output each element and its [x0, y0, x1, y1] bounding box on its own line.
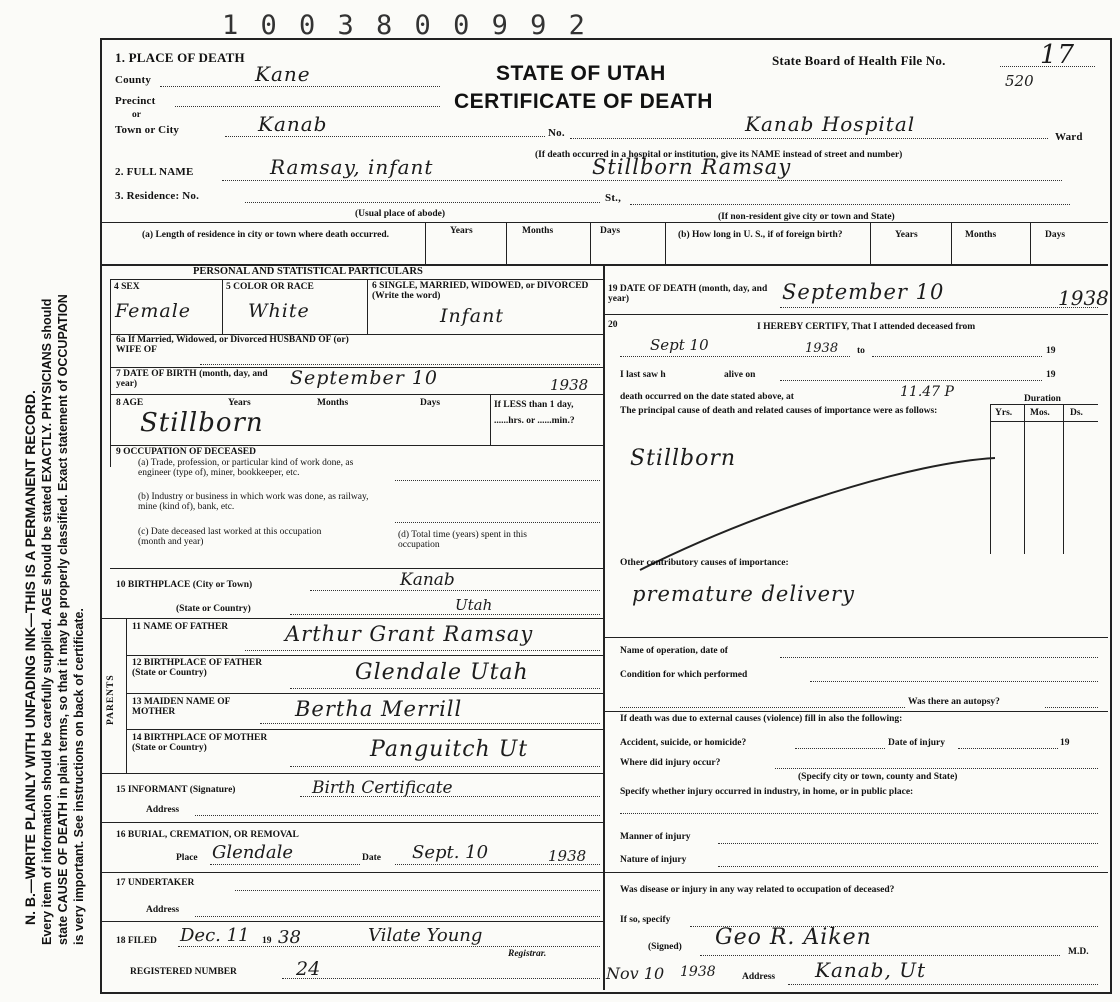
signed-label: (Signed)	[648, 942, 682, 952]
place-of-death-heading: 1. PLACE OF DEATH	[115, 50, 245, 65]
personal-heading: PERSONAL AND STATISTICAL PARTICULARS	[193, 266, 423, 277]
side-note-1: N. B.—WRITE PLAINLY WITH UNFADING INK—THIS IS A PERMANENT RECORD.	[22, 390, 38, 925]
burial-date-year: 1938	[548, 847, 587, 865]
registrar-signature: Vilate Young	[368, 925, 483, 946]
registered-number-label: REGISTERED NUMBER	[130, 967, 237, 977]
date-of-death-value: September 10	[782, 280, 945, 304]
file-number: 17	[1040, 40, 1076, 70]
title-certificate: CERTIFICATE OF DEATH	[454, 90, 713, 113]
file-number-sub: 520	[1005, 72, 1034, 90]
contributory-label: Other contributory causes of importance:	[620, 558, 789, 568]
attended-from-year: 1938	[805, 341, 839, 356]
usual-abode-note: (Usual place of abode)	[355, 209, 445, 219]
father-name-label: 11 NAME OF FATHER	[132, 622, 229, 632]
burial-place-label: Place	[176, 853, 198, 863]
manner-label: Manner of injury	[620, 832, 691, 842]
dob-year: 1938	[550, 376, 589, 394]
nature-label: Nature of injury	[620, 855, 687, 865]
physician-signature: Geo R. Aiken	[715, 925, 872, 950]
duration-days: Ds.	[1070, 408, 1083, 418]
registered-number: 24	[296, 958, 321, 980]
side-note-4: is very important. See instructions on back of certificate.	[72, 608, 86, 945]
occupation-a: (a) Trade, profession, or particular kind of work done, as engineer (type of), miner, bookkeeper, etc.	[138, 458, 354, 478]
alive-on-label: alive on	[724, 370, 756, 380]
attended-to-19: 19	[1046, 346, 1056, 356]
birthplace-label: 10 BIRTHPLACE (City or Town)	[116, 580, 253, 590]
signature-year: 1938	[680, 964, 716, 980]
father-birthplace-value: Glendale Utah	[355, 660, 529, 685]
side-note-2: Every item of information should be carefully supplied. AGE should be stated EXACTLY. PHYSICIANS should	[40, 298, 54, 945]
specify-city-note: (Specify city or town, county and State)	[798, 772, 958, 782]
attended-to-label: to	[857, 346, 865, 356]
death-occurred-label: death occurred on the date stated above, at	[620, 392, 794, 402]
title-state: STATE OF UTAH	[496, 62, 666, 85]
howlong-label: (b) How long in U. S., if of foreign birth?	[678, 230, 843, 240]
age-value: Stillborn	[140, 408, 264, 438]
registrar-label: Registrar.	[508, 949, 547, 959]
board-label: State Board of Health File No.	[772, 53, 946, 68]
duration-months: Mos.	[1030, 408, 1050, 418]
cause-value: Stillborn	[630, 446, 737, 471]
ward-label: Ward	[1055, 131, 1083, 143]
external-causes-label: If death was due to external causes (violence) fill in also the following:	[620, 714, 903, 724]
date-of-death-label: 19 DATE OF DEATH (month, day, and year)	[608, 284, 768, 304]
disease-related-label: Was disease or injury in any way related to occupation of deceased?	[620, 885, 895, 895]
father-name-value: Arthur Grant Ramsay	[285, 622, 534, 646]
condition-label: Condition for which performed	[620, 670, 748, 680]
state-country-label: (State or Country)	[176, 604, 251, 614]
date-of-death-year: 1938	[1058, 286, 1109, 310]
age-years: Years	[228, 398, 251, 408]
husband-label: 6a If Married, Widowed, or Divorced HUSBAND OF (or) WIFE OF	[116, 335, 349, 355]
occupation-d: (d) Total time (years) spent in this occupation	[398, 530, 527, 550]
nonresident-note: (If non-resident give city or town and State)	[718, 212, 895, 222]
mother-birthplace-label: 14 BIRTHPLACE OF MOTHER (State or Country)	[132, 733, 268, 753]
duration-years: Yrs.	[995, 408, 1013, 418]
autopsy-label: Was there an autopsy?	[908, 697, 1000, 707]
alive-on-19: 19	[1046, 370, 1056, 380]
age-label: 8 AGE	[116, 398, 144, 408]
informant-address-label: Address	[146, 805, 180, 815]
us-months: Months	[965, 230, 997, 240]
informant-value: Birth Certificate	[312, 778, 453, 798]
filed-date: Dec. 11	[180, 925, 250, 946]
us-days: Days	[1045, 230, 1066, 240]
color-label: 5 COLOR OR RACE	[226, 282, 314, 292]
or-label: or	[132, 110, 141, 120]
certify-number: 20	[608, 320, 618, 330]
hospital-value: Kanab Hospital	[745, 112, 916, 136]
hospital-note: (If death occurred in a hospital or institution, give its NAME instead of street and number)	[535, 150, 903, 160]
side-note-3: state CAUSE OF DEATH in plain terms, so that it may be properly classified. Exact statement of OCCUPATION	[56, 294, 70, 945]
signature-date: Nov 10	[606, 964, 665, 983]
res-days: Days	[600, 226, 621, 236]
occupation-c: (c) Date deceased last worked at this occupation (month and year)	[138, 527, 322, 547]
filed-year-prefix: 19	[262, 936, 272, 946]
certify-text: I HEREBY CERTIFY, That I attended deceased from	[757, 322, 976, 332]
date-of-injury-label: Date of injury	[888, 738, 945, 748]
burial-date-label: Date	[362, 853, 381, 863]
birthplace-value: Kanab	[400, 570, 455, 590]
st-label: St.,	[605, 192, 622, 204]
father-birthplace-label: 12 BIRTHPLACE OF FATHER (State or Country)	[132, 658, 263, 678]
contributory-value: premature delivery	[632, 582, 855, 606]
less-than-label: If LESS than 1 day, ......hrs. or ......min.?	[494, 400, 575, 426]
color-value: White	[248, 300, 310, 322]
county-label: County	[115, 74, 152, 86]
duration-label: Duration	[1024, 394, 1061, 404]
informant-label: 15 INFORMANT (Signature)	[116, 785, 236, 795]
birth-state-value: Utah	[455, 596, 493, 614]
undertaker-label: 17 UNDERTAKER	[116, 878, 195, 888]
parents-side-label: PARENTS	[106, 674, 116, 725]
burial-date-value: Sept. 10	[412, 842, 489, 863]
single-label: 6 SINGLE, MARRIED, WIDOWED, or DIVORCED (Write the word)	[372, 281, 589, 301]
mother-name-label: 13 MAIDEN NAME OF MOTHER	[132, 697, 231, 717]
length-residence-label: (a) Length of residence in city or town where death occurred.	[142, 230, 390, 240]
mother-birthplace-value: Panguitch Ut	[370, 737, 529, 762]
dob-label: 7 DATE OF BIRTH (month, day, and year)	[116, 369, 268, 389]
last-saw-label: I last saw h	[620, 370, 666, 380]
town-value: Kanab	[258, 112, 328, 136]
residence-label: 3. Residence: No.	[115, 190, 200, 202]
full-name-value-2: Stillborn Ramsay	[592, 155, 792, 179]
occupation-b: (b) Industry or business in which work was done, as railway, mine (kind of), bank, etc.	[138, 492, 369, 512]
res-years: Years	[450, 226, 473, 236]
accident-label: Accident, suicide, or homicide?	[620, 738, 747, 748]
time-of-death: 11.47 P	[900, 384, 954, 400]
town-label: Town or City	[115, 124, 180, 136]
single-value: Infant	[440, 305, 504, 327]
us-years: Years	[895, 230, 918, 240]
sex-value: Female	[115, 300, 192, 322]
specify-whether-label: Specify whether injury occurred in industry, in home, or in public place:	[620, 787, 914, 797]
full-name-label: 2. FULL NAME	[115, 166, 194, 178]
burial-label: 16 BURIAL, CREMATION, OR REMOVAL	[116, 830, 299, 840]
physician-address: Kanab, Ut	[815, 958, 927, 982]
filed-label: 18 FILED	[116, 936, 157, 946]
sex-label: 4 SEX	[114, 282, 140, 292]
where-injury-label: Where did injury occur?	[620, 758, 721, 768]
precinct-label: Precinct	[115, 95, 156, 107]
full-name-value-1: Ramsay, infant	[270, 155, 434, 179]
if-so-label: If so, specify	[620, 915, 671, 925]
operation-label: Name of operation, date of	[620, 646, 728, 656]
attended-from-date: Sept 10	[650, 336, 709, 354]
cause-label: The principal cause of death and related causes of importance were as follows:	[620, 406, 938, 416]
county-value: Kane	[255, 62, 311, 86]
md-label: M.D.	[1068, 947, 1089, 957]
occupation-heading: 9 OCCUPATION OF DECEASED	[116, 447, 256, 457]
certificate-number: 1 0 0 3 8 0 0 9 9 2	[222, 10, 588, 41]
mother-name-value: Bertha Merrill	[295, 697, 463, 721]
undertaker-address-label: Address	[146, 905, 180, 915]
age-months: Months	[317, 398, 349, 408]
physician-address-label: Address	[742, 972, 776, 982]
no-label: No.	[548, 127, 565, 139]
age-days: Days	[420, 398, 441, 408]
injury-19: 19	[1060, 738, 1070, 748]
burial-place-value: Glendale	[212, 842, 294, 863]
filed-year: 38	[278, 927, 301, 948]
dob-value: September 10	[290, 367, 439, 389]
res-months: Months	[522, 226, 554, 236]
